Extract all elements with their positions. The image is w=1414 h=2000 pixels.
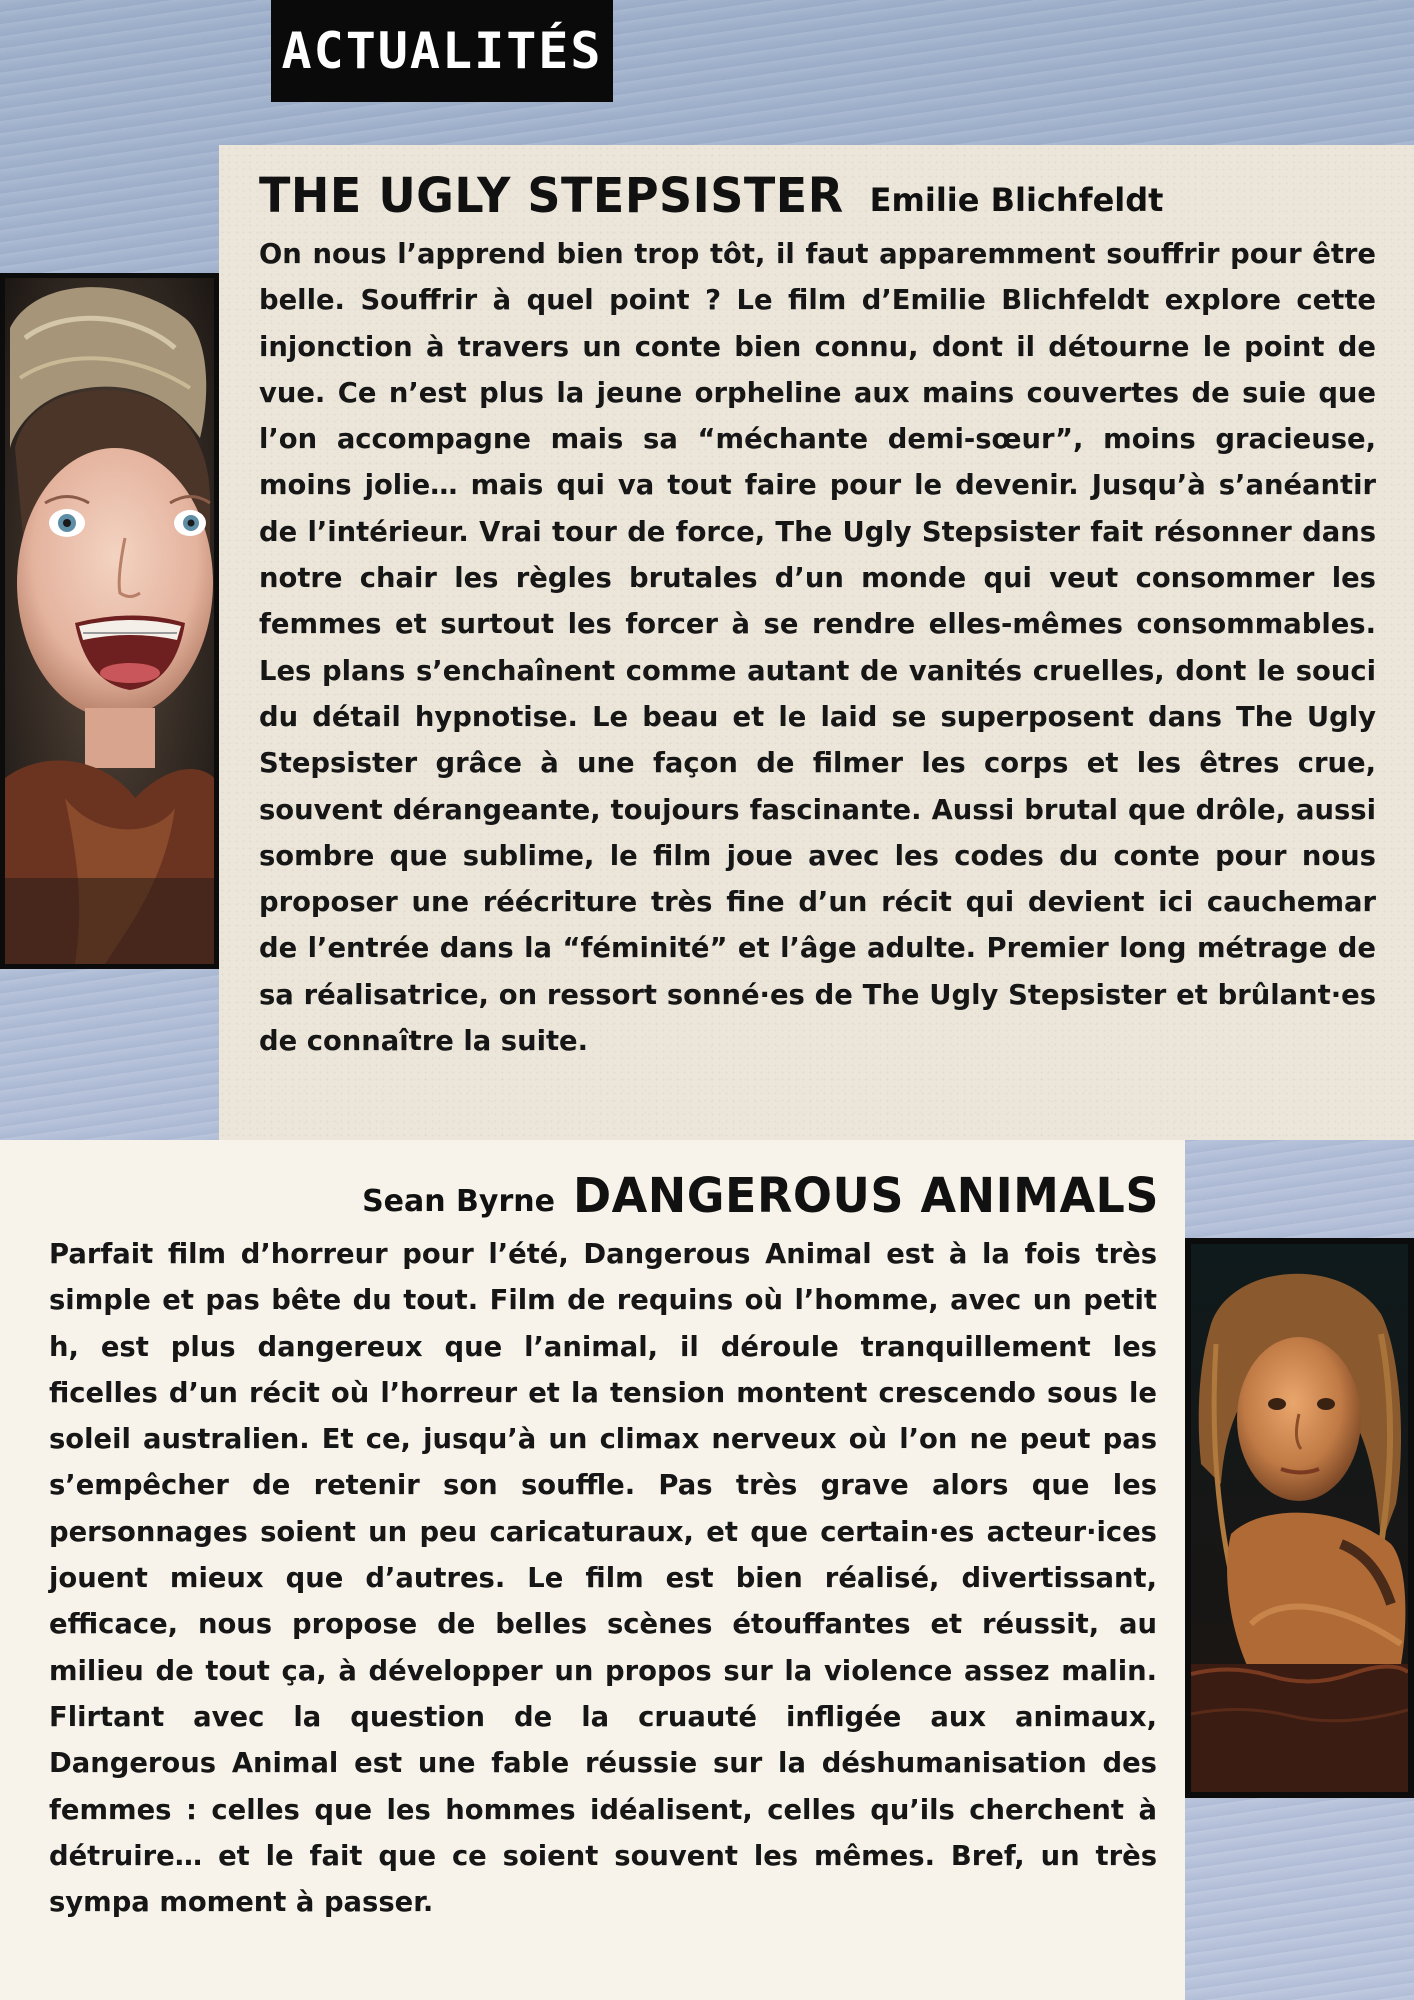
article-body-dangerous-animals: Parfait film d’horreur pour l’été, Dangerous Animal est à la fois très simple et pas bête du tout. Film de requins où l’homme, avec un petit h, est plus dangereux que l’animal, il déroule tranquillement les ficelles d’un récit où l’horreur et la tension montent crescendo sous le soleil australien. Et ce, jusqu’à un climax nerveux où l’on ne peut pas s’empêcher de retenir son souffle. Pas très grave alors que les personnages soient un peu caricaturaux, et que certain·es acteur·ices jouent mieux que d’autres. Le film est bien réalisé, divertissant, efficace, nous propose de belles scènes étouffantes et réussit, au milieu de tout ça, à développer un propos sur la violence assez malin. Flirtant avec la question de la cruauté infligée aux animaux, Dangerous Animal est une fable réussie sur la déshumanisation des femmes : celles que les hommes idéalisent, celles qu’ils cherchent à détruire… et le fait que ce soient souvent les mêmes. Bref, un très sympa moment à passer. bbox=[49, 1239, 1157, 1919]
dangerous-animals-still-image bbox=[1185, 1238, 1414, 1798]
ugly-stepsister-still-image bbox=[0, 273, 219, 969]
section-label: ACTUALITÉS bbox=[271, 0, 613, 102]
director-name: Sean Byrne bbox=[362, 1184, 555, 1219]
article-header-dangerous-animals bbox=[362, 1168, 1159, 1222]
film-title: THE UGLY STEPSISTER bbox=[259, 166, 844, 224]
article-body-ugly-stepsister: On nous l’apprend bien trop tôt, il faut apparemment souffrir pour être belle. Souffrir à quel point ? Le film d’Emilie Blichfeldt explore cette injonction à travers un conte bien connu, dont il détourne le point de vue. Ce n’est plus la jeune orpheline aux mains couvertes de suie que l’on accompagne mais sa “méchante demi-sœur”, moins gracieuse, moins jolie… mais qui va tout faire pour le devenir. Jusqu’à s’anéantir de l’intérieur. Vrai tour de force, The Ugly Stepsister fait résonner dans notre chair les règles brutales d’un monde qui veut consommer les femmes et surtout les forcer à se rendre elles-mêmes consommables. Les plans s’enchaînent comme autant de vanités cruelles, dont le souci du détail hypnotise. Le beau et le laid se superposent dans The Ugly Stepsister grâce à une façon de filmer les corps et les êtres crue, souvent dérangeante, toujours fascinante. Aussi brutal que drôle, aussi sombre que sublime, le film joue avec les codes du conte pour nous proposer une réécriture très fine d’un récit qui devient ici cauchemar de l’entrée dans la “féminité” et l’âge adulte. Premier long métrage de sa réalisatrice, on ressort sonné·es de The Ugly Stepsister et brûlant·es de connaître la suite. bbox=[259, 239, 1376, 1058]
film-title: DANGEROUS ANIMALS bbox=[572, 1166, 1159, 1224]
director-name: Emilie Blichfeldt bbox=[869, 181, 1164, 219]
article-header-ugly-stepsister bbox=[259, 168, 1163, 222]
